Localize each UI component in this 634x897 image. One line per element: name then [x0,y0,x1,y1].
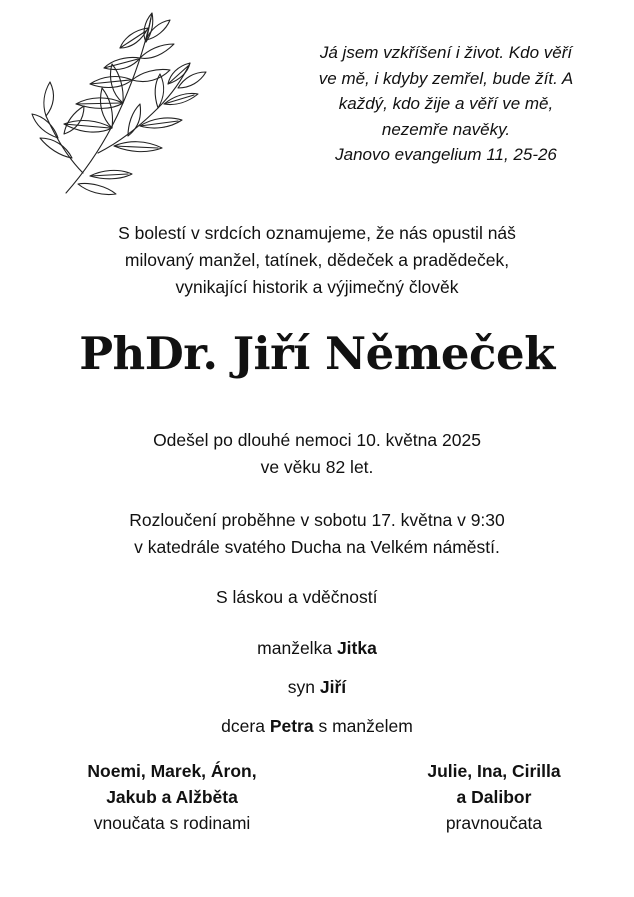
death-info [40,427,594,481]
death-line: Odešel po dlouhé nemoci 10. května 2025 [153,430,481,450]
quote-line: ve mě, i kdyby zemřel, bude žít. A [318,68,574,88]
funeral-place-line: v katedrále svatého Ducha na Velkém náměstí. [134,537,500,557]
great-grandchildren-label: pravnoučata [445,813,543,833]
mourner-name: Petra [269,716,314,736]
intro-line: S bolestí v srdcích oznamujeme, že nás opustil náš [118,223,516,243]
grandchildren-label: vnoučata s rodinami [93,813,251,833]
great-grandchildren-block [364,758,624,836]
age-line: ve věku 82 let. [260,457,374,477]
mourner-son [0,677,634,698]
intro-line: vynikající historik a výjimečný člověk [175,277,459,297]
announcement-intro [40,220,594,301]
quote-line: nezemře navěky. [381,119,511,139]
funeral-time-line: Rozloučení proběhne v sobotu 17. května v 9:30 [129,510,505,530]
mourner-daughter [0,716,634,737]
quote-line: každý, kdo žije a věří ve mě, [338,94,554,113]
mourner-name: Jiří [319,677,347,697]
relation-suffix: s manželem [318,716,413,736]
bible-quote [300,40,592,168]
quote-line: Já jsem vzkříšení i život. Kdo věří [319,43,573,62]
great-grandchildren-names: Julie, Ina, Cirilla [427,761,561,781]
relation-label: syn [287,677,316,697]
mourner-wife [0,638,634,659]
grandchildren-names: Jakub a Alžběta [106,787,238,807]
great-grandchildren-names: a Dalibor [456,787,532,807]
relation-label: manželka [257,638,333,658]
leaf-branch-icon [28,8,208,198]
thanks-line: S láskou a vděčností [216,587,378,607]
intro-line: milovaný manžel, tatínek, dědeček a pradědeček, [124,250,510,270]
funeral-info [40,507,594,561]
deceased-name: PhDr. Jiří Němeček [79,327,555,380]
grandchildren-block [42,758,302,836]
grandchildren-names: Noemi, Marek, Áron, [87,761,257,781]
relation-label: dcera [221,716,265,736]
quote-source: Janovo evangelium 11, 25-26 [335,145,557,164]
mourner-name: Jitka [336,638,377,658]
